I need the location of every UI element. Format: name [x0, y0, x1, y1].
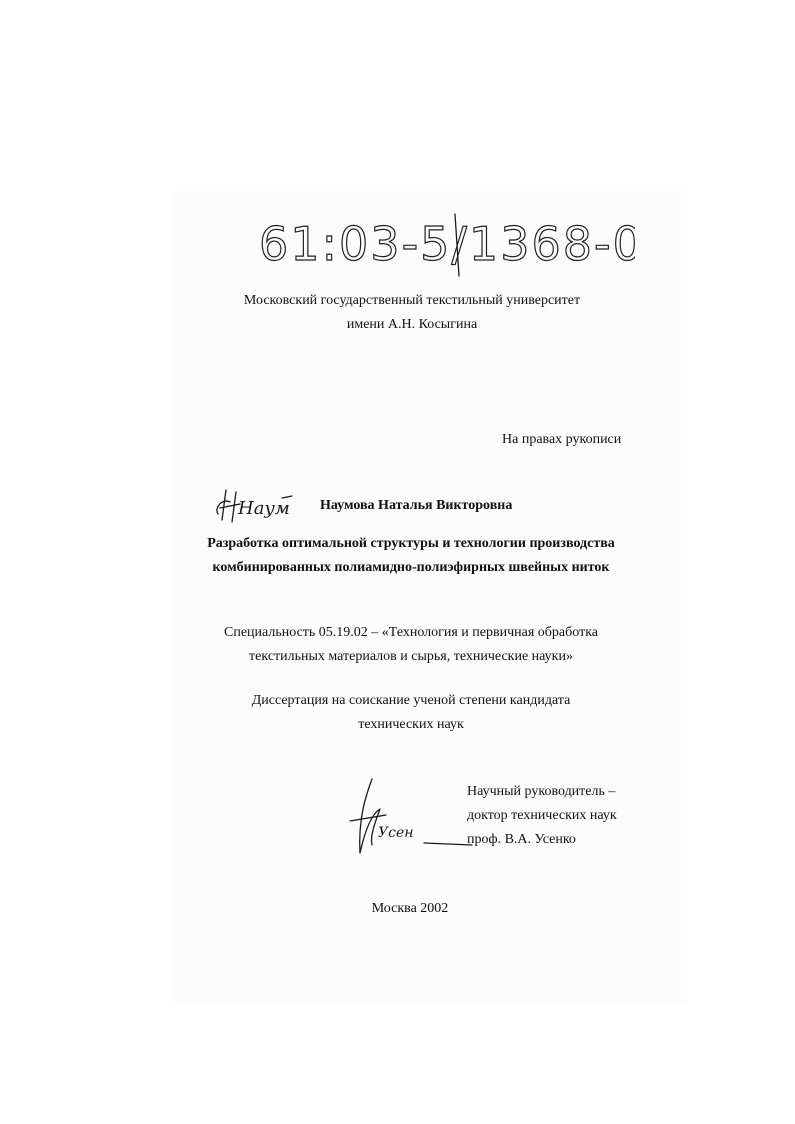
scanned-page-area	[172, 190, 687, 1005]
supervisor-signature	[340, 775, 475, 860]
title-line-2: комбинированных полиамидно-полиэфирных швейных ниток	[212, 560, 610, 575]
supervisor-signature-text: Усен	[378, 825, 414, 841]
title-line-1: Разработка оптимальной структуры и технологии производства	[207, 536, 615, 551]
handwritten-catalog-number	[255, 206, 635, 278]
specialty-line-1: Специальность 05.19.02 – «Технология и первичная обработка	[224, 625, 598, 640]
institution-line-1: Московский государственный текстильный университет	[243, 293, 581, 308]
city-year: Москва 2002	[371, 901, 449, 916]
manuscript-rights: На правах рукописи	[502, 432, 622, 447]
author-name: Наумова Наталья Викторовна	[320, 498, 513, 513]
specialty-line-2: текстильных материалов и сырья, технические науки»	[249, 649, 573, 664]
supervisor-degree: доктор технических наук	[467, 808, 617, 823]
supervisor-name: проф. В.А. Усенко	[467, 832, 576, 847]
dissertation-line-1: Диссертация на соискание ученой степени кандидата	[251, 693, 571, 708]
institution-line-2: имени А.Н. Косыгина	[346, 317, 478, 332]
author-signature-text: Наум	[238, 498, 290, 519]
author-signature	[212, 484, 294, 528]
dissertation-line-2: технических наук	[358, 717, 464, 732]
supervisor-role: Научный руководитель –	[467, 784, 616, 799]
catalog-number-text: 61:03-5/1368-0	[259, 217, 635, 271]
